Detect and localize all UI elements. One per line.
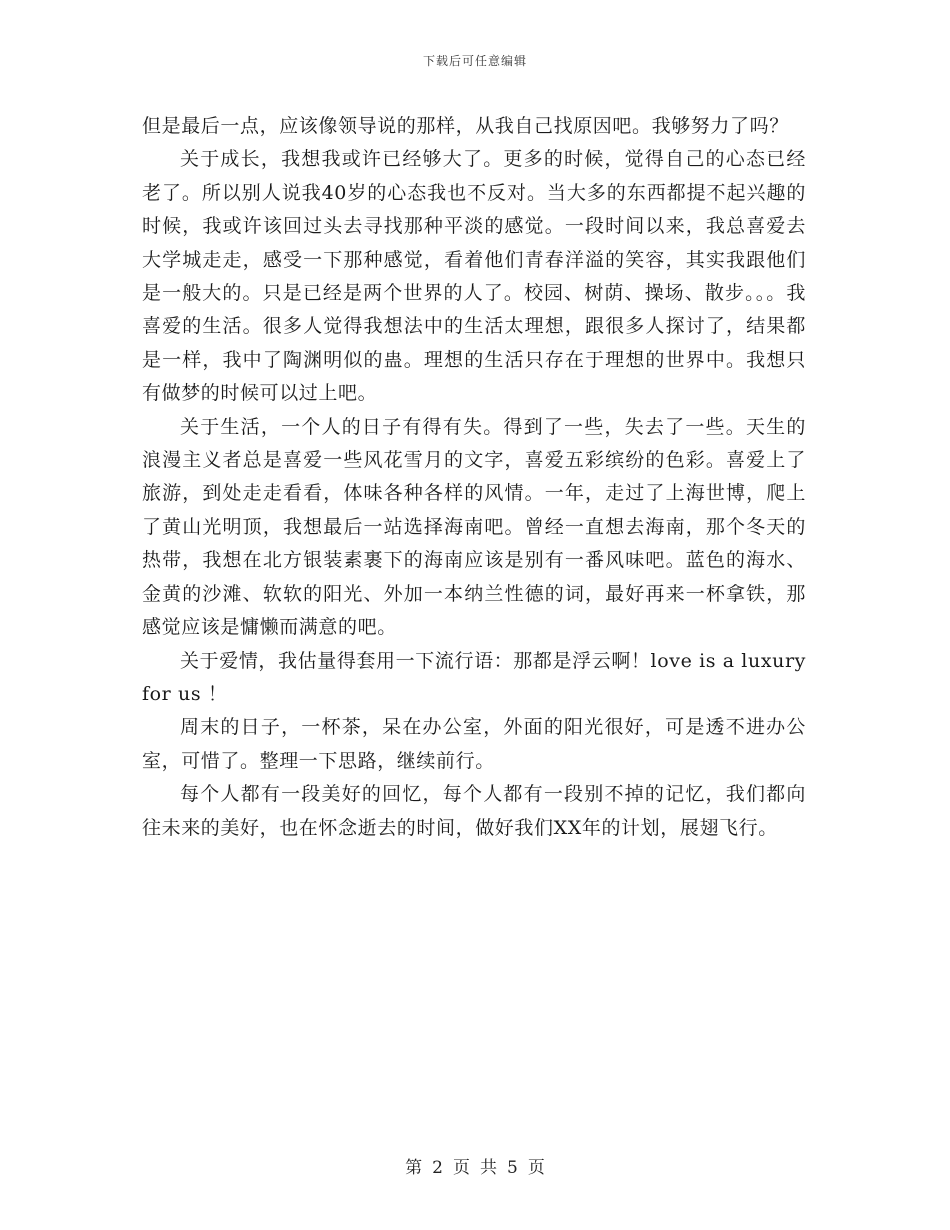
document-body xyxy=(142,110,806,845)
paragraph-love: 关于爱情，我估量得套用一下流行语：那都是浮云啊！love is a luxury for us ！ xyxy=(142,649,806,705)
paragraph-continuation: 但是最后一点，应该像领导说的那样，从我自己找原因吧。我够努力了吗？ xyxy=(142,115,789,137)
footer-total-pages: 5 xyxy=(507,1158,518,1178)
paragraph-growth: 关于成长，我想我或许已经够大了。更多的时候，觉得自己的心态已经老了。所以别人说我40岁的心态我也不反对。当大多的东西都提不起兴趣的时候，我或许该回过头去寻找那种平淡的感觉。一段时间以来，我总喜爱去大学城走走，感受一下那种感觉，看着他们青春洋溢的笑容，其实我跟他们是一般大的。只是已经是两个世界的人了。校园、树荫、操场、散步。。。我喜爱的生活。很多人觉得我想法中的生活太理想，跟很多人探讨了，结果都是一样，我中了陶渊明似的蛊。理想的生活只存在于理想的世界中。我想只有做梦的时候可以过上吧。 xyxy=(142,148,806,405)
page-header: 下载后可任意编辑 xyxy=(422,54,527,68)
footer-prefix: 第 xyxy=(405,1158,423,1178)
footer-current-page: 2 xyxy=(432,1158,443,1178)
page-footer xyxy=(0,1153,950,1178)
paragraph-weekend: 周末的日子，一杯茶，呆在办公室，外面的阳光很好，可是透不进办公室，可惜了。整理一下思路，继续前行。 xyxy=(142,716,806,772)
paragraph-memories: 每个人都有一段美好的回忆，每个人都有一段别不掉的记忆，我们都向往未来的美好，也在怀念逝去的时间，做好我们XX年的计划，展翅飞行。 xyxy=(142,783,806,839)
footer-total-suffix: 页 xyxy=(527,1158,545,1178)
footer-page-word: 页 xyxy=(453,1158,470,1178)
footer-total-prefix: 共 xyxy=(480,1158,497,1178)
paragraph-life: 关于生活，一个人的日子有得有失。得到了一些，失去了一些。天生的浪漫主义者总是喜爱一些风花雪月的文字，喜爱五彩缤纷的色彩。喜爱上了旅游，到处走走看看，体味各种各样的风情。一年，走过了上海世博，爬上了黄山光明顶，我想最后一站选择海南吧。曾经一直想去海南，那个冬天的热带，我想在北方银装素裹下的海南应该是别有一番风味吧。蓝色的海水、金黄的沙滩、软软的阳光、外加一本纳兰性德的词，最好再来一杯拿铁，那感觉应该是慵懒而满意的吧。 xyxy=(142,415,806,639)
